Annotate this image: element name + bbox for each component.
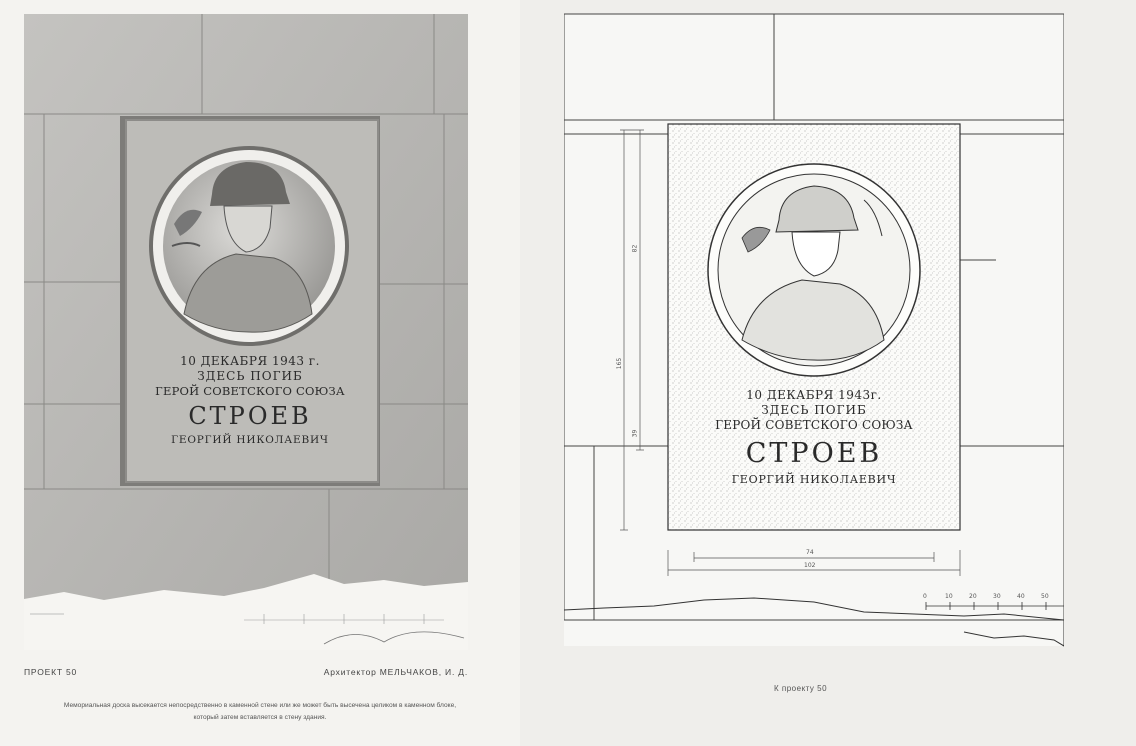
scale-tick-30: 30: [993, 593, 1001, 600]
architect-label: Архитектор МЕЛЬЧАКОВ, И. Д.: [323, 667, 468, 677]
dim-height-upper: 82: [631, 244, 639, 253]
drawing-plaque-line-2: ЗДЕСЬ ПОГИБ: [761, 403, 867, 417]
description-text: Мемориальная доска высекается непосредственно в каменной стене или же может быть высечена целиком в каменном блоке, который затем вставляется в стену здания.: [63, 702, 457, 721]
plaque-line-2: ЗДЕСЬ ПОГИБ: [197, 369, 303, 383]
dim-height-lower: 39: [631, 429, 639, 438]
plaque-date: 10 ДЕКАБРЯ 1943 г.: [180, 354, 320, 368]
drawing-plaque-name: ГЕОРГИЙ НИКОЛАЕВИЧ: [731, 473, 897, 486]
stone-wall-drawing: [24, 14, 468, 650]
plaque-name: ГЕОРГИЙ НИКОЛАЕВИЧ: [171, 434, 329, 446]
dim-width-inner: 74: [806, 549, 814, 556]
plaque-line-3: ГЕРОЙ СОВЕТСКОГО СОЮЗА: [155, 384, 345, 398]
scale-tick-40: 40: [1017, 593, 1025, 600]
dim-width-total: 102: [804, 562, 816, 569]
drawing-plaque-date: 10 ДЕКАБРЯ 1943г.: [746, 388, 882, 402]
plaque-drawing: [564, 10, 1064, 650]
plaque-surname: СТРОЕВ: [188, 402, 312, 430]
dim-height-total: 165: [616, 357, 624, 370]
drawing-plaque-surname: СТРОЕВ: [745, 438, 883, 469]
drawing-plaque-line-3: ГЕРОЙ СОВЕТСКОГО СОЮЗА: [715, 418, 913, 432]
scale-tick-50: 50: [1041, 593, 1049, 600]
left-page: [0, 0, 520, 746]
project-label: ПРОЕКТ 50: [24, 667, 78, 677]
scale-tick-0: 0: [923, 593, 927, 600]
scale-tick-10: 10: [945, 593, 953, 600]
technical-drawing: [564, 10, 1064, 650]
drawing-caption: К проекту 50: [774, 684, 828, 693]
right-page: [520, 0, 1136, 746]
plaque-photo: [24, 14, 468, 650]
scale-tick-20: 20: [969, 593, 977, 600]
